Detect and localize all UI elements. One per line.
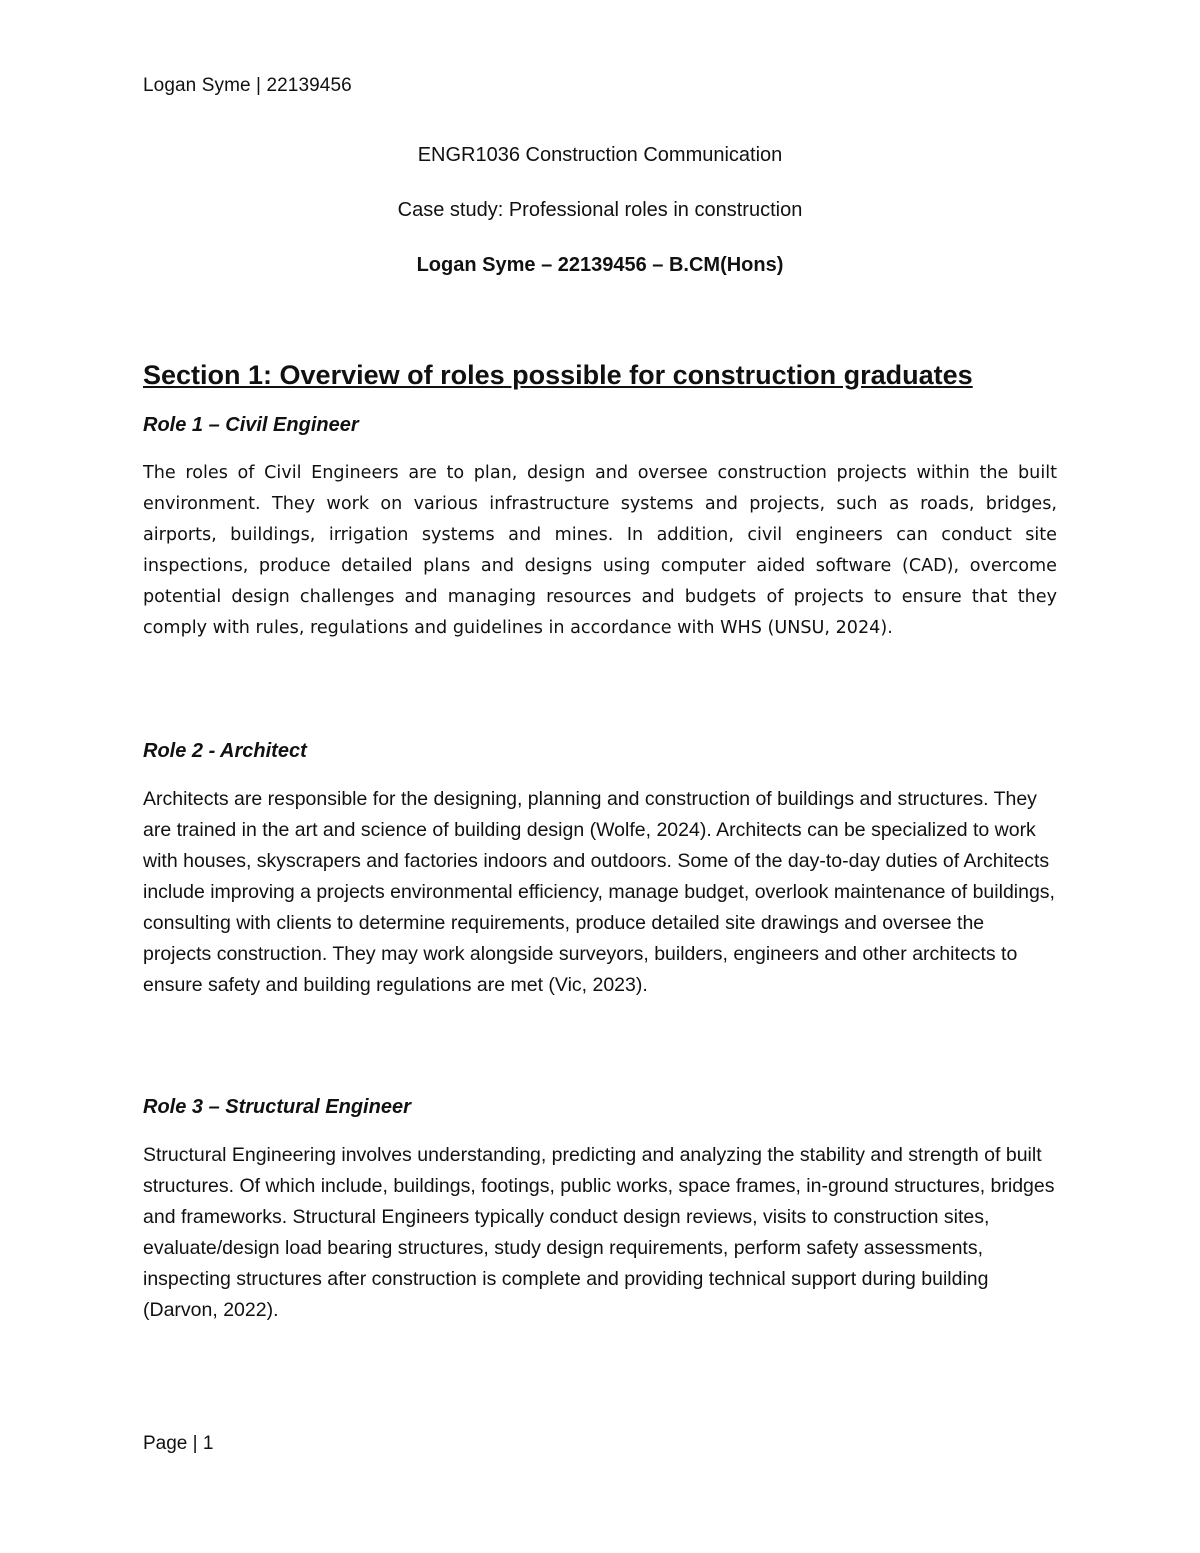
role-1-heading: Role 1 – Civil Engineer (143, 414, 359, 436)
role-3-heading: Role 3 – Structural Engineer (143, 1096, 411, 1118)
page-footer: Page | 1 (143, 1433, 214, 1454)
section-heading: Section 1: Overview of roles possible for construction graduates (143, 360, 973, 390)
page-header: Logan Syme | 22139456 (143, 75, 352, 96)
course-title: ENGR1036 Construction Communication (417, 144, 783, 166)
role-1-body: The roles of Civil Engineers are to plan, design and oversee construction projects within the built environment. They work on various infrastructure systems and projects, such as roads, bridges, airports, buildings, irrigation systems and mines. In addition, civil engineers can conduct site inspections, produce detailed plans and designs using computer aided software (CAD), overcome potential design challenges and managing resources and budgets of projects to ensure that they comply with rules, regulations and guidelines in accordance with WHS (UNSU, 2024). (143, 463, 1057, 638)
role-3-body: Structural Engineering involves understanding, predicting and analyzing the stability and strength of built structures. Of which include, buildings, footings, public works, space frames, in-ground structures, bridges and frameworks. Structural Engineers typically conduct design reviews, visits to construction sites, evaluate/design load bearing structures, study design requirements, perform safety assessments, inspecting structures after construction is complete and providing technical support during building (Darvon, 2022). (143, 1144, 1055, 1321)
role-2-heading: Role 2 - Architect (143, 740, 307, 762)
role-2-body: Architects are responsible for the designing, planning and construction of buildings and structures. They are trained in the art and science of building design (Wolfe, 2024). Architects can be specialized to work with houses, skyscrapers and factories indoors and outdoors. Some of the day-to-day duties of Architects include improving a projects environmental efficiency, manage budget, overlook maintenance of buildings, consulting with clients to determine requirements, produce detailed site drawings and oversee the projects construction. They may work alongside surveyors, builders, engineers and other architects to ensure safety and building regulations are met (Vic, 2023). (143, 788, 1055, 996)
author-line: Logan Syme – 22139456 – B.CM(Hons) (416, 254, 784, 276)
case-study-title: Case study: Professional roles in construction (397, 199, 803, 221)
